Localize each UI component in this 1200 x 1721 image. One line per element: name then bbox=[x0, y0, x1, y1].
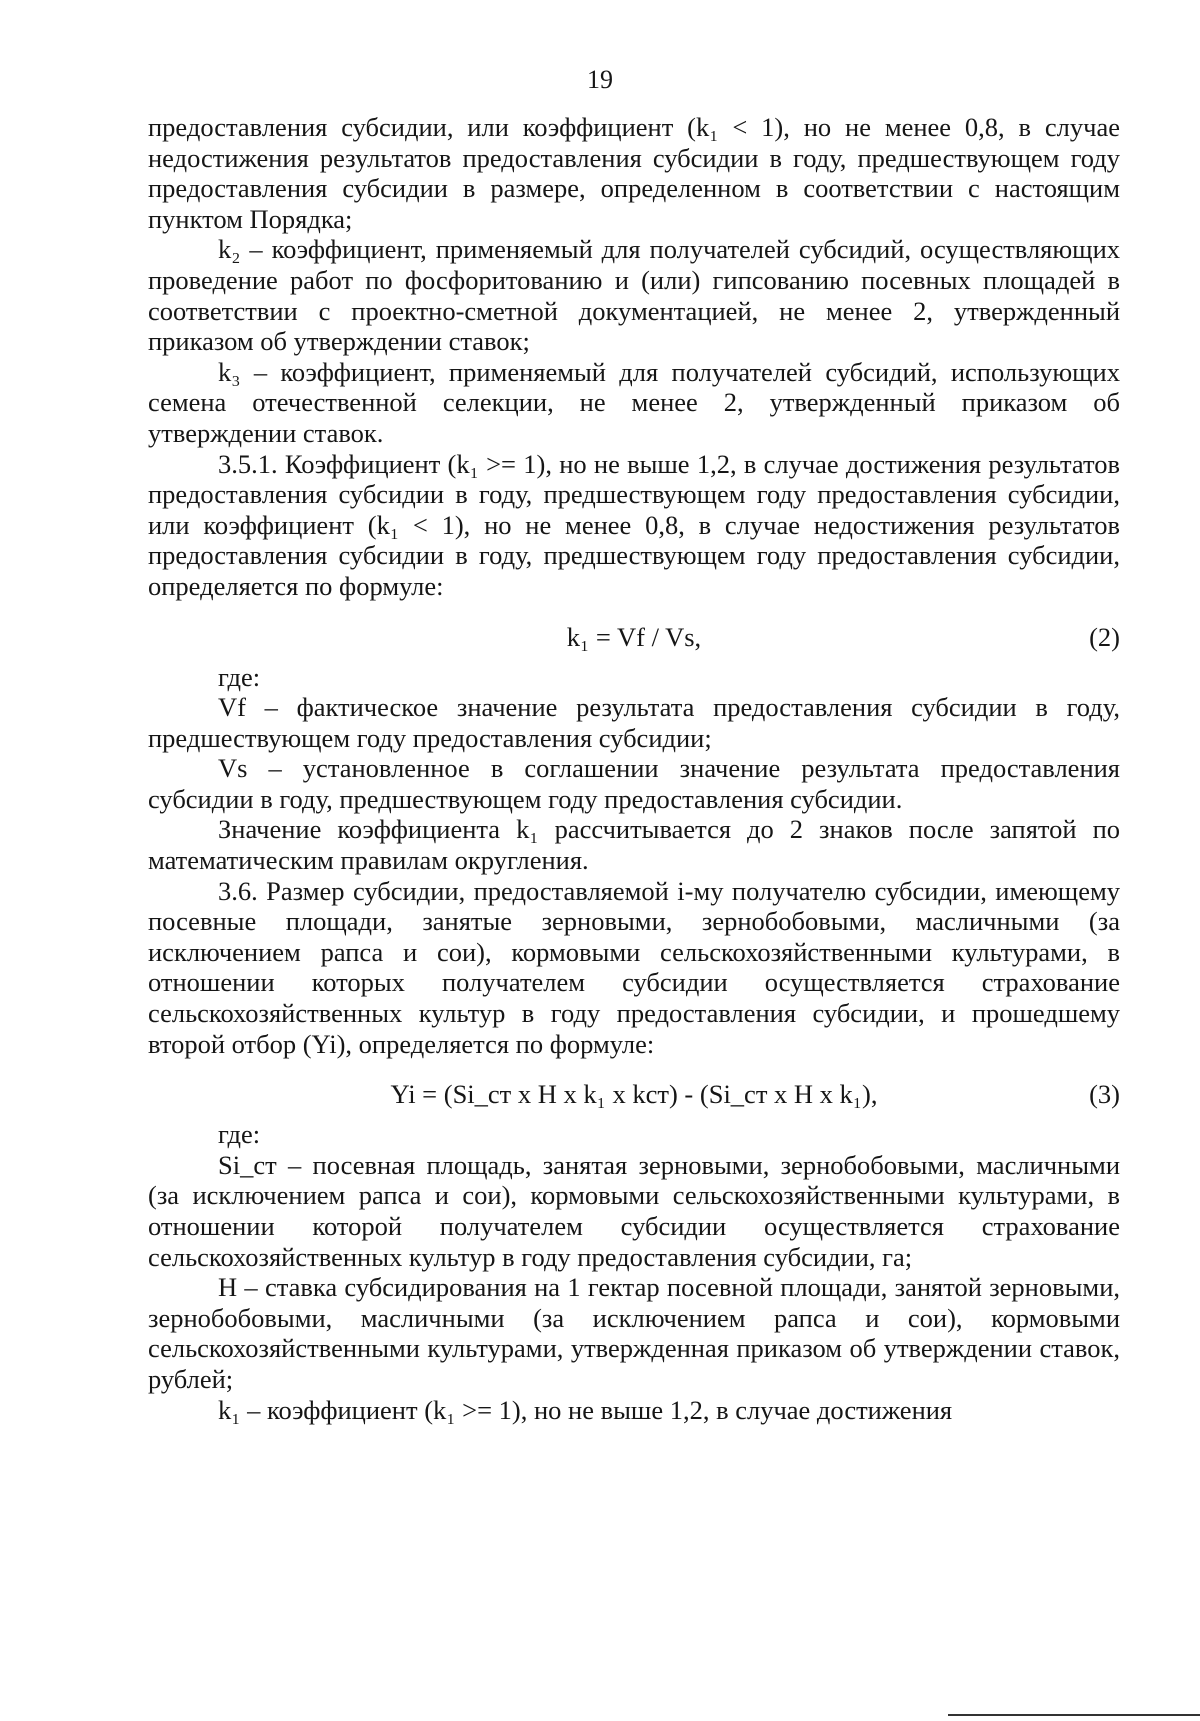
formula-number: (2) bbox=[1089, 621, 1120, 652]
formula-expression: k₁ = Vf / Vs, bbox=[566, 621, 702, 652]
paragraph: Н – ставка субсидирования на 1 гектар посевной площади, занятой зерновыми, зернобобовыми, масличными (за исключением рапса и сои), кормовыми сельскохозяйственными культурами, утвержденная приказом об утверждении ставок, рублей; bbox=[148, 1272, 1120, 1394]
paragraph: Si_ст – посевная площадь, занятая зерновыми, зернобобовыми, масличными (за исключением рапса и сои), кормовыми сельскохозяйственными культурами, в отношении которой получателем субсидии осуществляется страхование сельскохозяйственных культур в году предоставления субсидии, га; bbox=[148, 1149, 1120, 1272]
paragraph: предоставления субсидии, или коэффициент (k₁ < 1), но не менее 0,8, в случае недостижения результатов предоставления субсидии в году, предшествующем году предоставления субсидии в размере, определенном в соответствии с настоящим пунктом Порядка; bbox=[148, 112, 1120, 234]
paragraph: Vs – установленное в соглашении значение результата предоставления субсидии в году, предшествующем году предоставления субсидии. bbox=[148, 753, 1120, 814]
paragraph: 3.6. Размер субсидии, предоставляемой i-му получателю субсидии, имеющему посевные площади, занятые зерновыми, зернобобовыми, масличными (за исключением рапса и сои), кормовыми сельскохозяйственными культурами, в отношении которых получателем субсидии осуществляется страхование сельскохозяйственных культур в году предоставления субсидии, и прошедшему второй отбор (Yi), определяется по формуле: bbox=[148, 875, 1120, 1059]
paragraph: Vf – фактическое значение результата предоставления субсидии в году, предшествующем году предоставления субсидии; bbox=[148, 692, 1120, 753]
paragraph: k₃ – коэффициент, применяемый для получателей субсидий, использующих семена отечественной селекции, не менее 2, утвержденный приказом об утверждении ставок. bbox=[148, 356, 1120, 448]
page-number: 19 bbox=[587, 65, 613, 94]
formula-expression: Yi = (Si_ст х Н х k₁ х kст) - (Si_ст х Н х k₁), bbox=[390, 1079, 878, 1110]
formula-number: (3) bbox=[1089, 1079, 1120, 1110]
paragraph: k₂ – коэффициент, применяемый для получателей субсидий, осуществляющих проведение работ по фосфоритованию и (или) гипсованию посевных площадей в соответствии с проектно-сметной документацией, не менее 2, утвержденный приказом об утверждении ставок; bbox=[148, 234, 1120, 357]
paragraph: Значение коэффициента k₁ рассчитывается до 2 знаков после запятой по математическим правилам округления. bbox=[148, 814, 1120, 876]
where-label: где: bbox=[218, 661, 261, 692]
footer-rule bbox=[948, 1714, 1200, 1716]
where-label: где: bbox=[218, 1119, 261, 1150]
paragraph: k₁ – коэффициент (k₁ >= 1), но не выше 1,2, в случае достижения bbox=[218, 1394, 953, 1425]
formula-2 bbox=[148, 622, 1120, 652]
paragraph: 3.5.1. Коэффициент (k₁ >= 1), но не выше 1,2, в случае достижения результатов предоставления субсидии в году, предшествующем году предоставления субсидии, или коэффициент (k₁ < 1), но не менее 0,8, в случае недостижения результатов предоставления субсидии в году, предшествующем году предоставления субсидии, определяется по формуле: bbox=[148, 448, 1120, 601]
formula-3 bbox=[148, 1079, 1120, 1109]
document-body bbox=[148, 112, 1120, 1425]
